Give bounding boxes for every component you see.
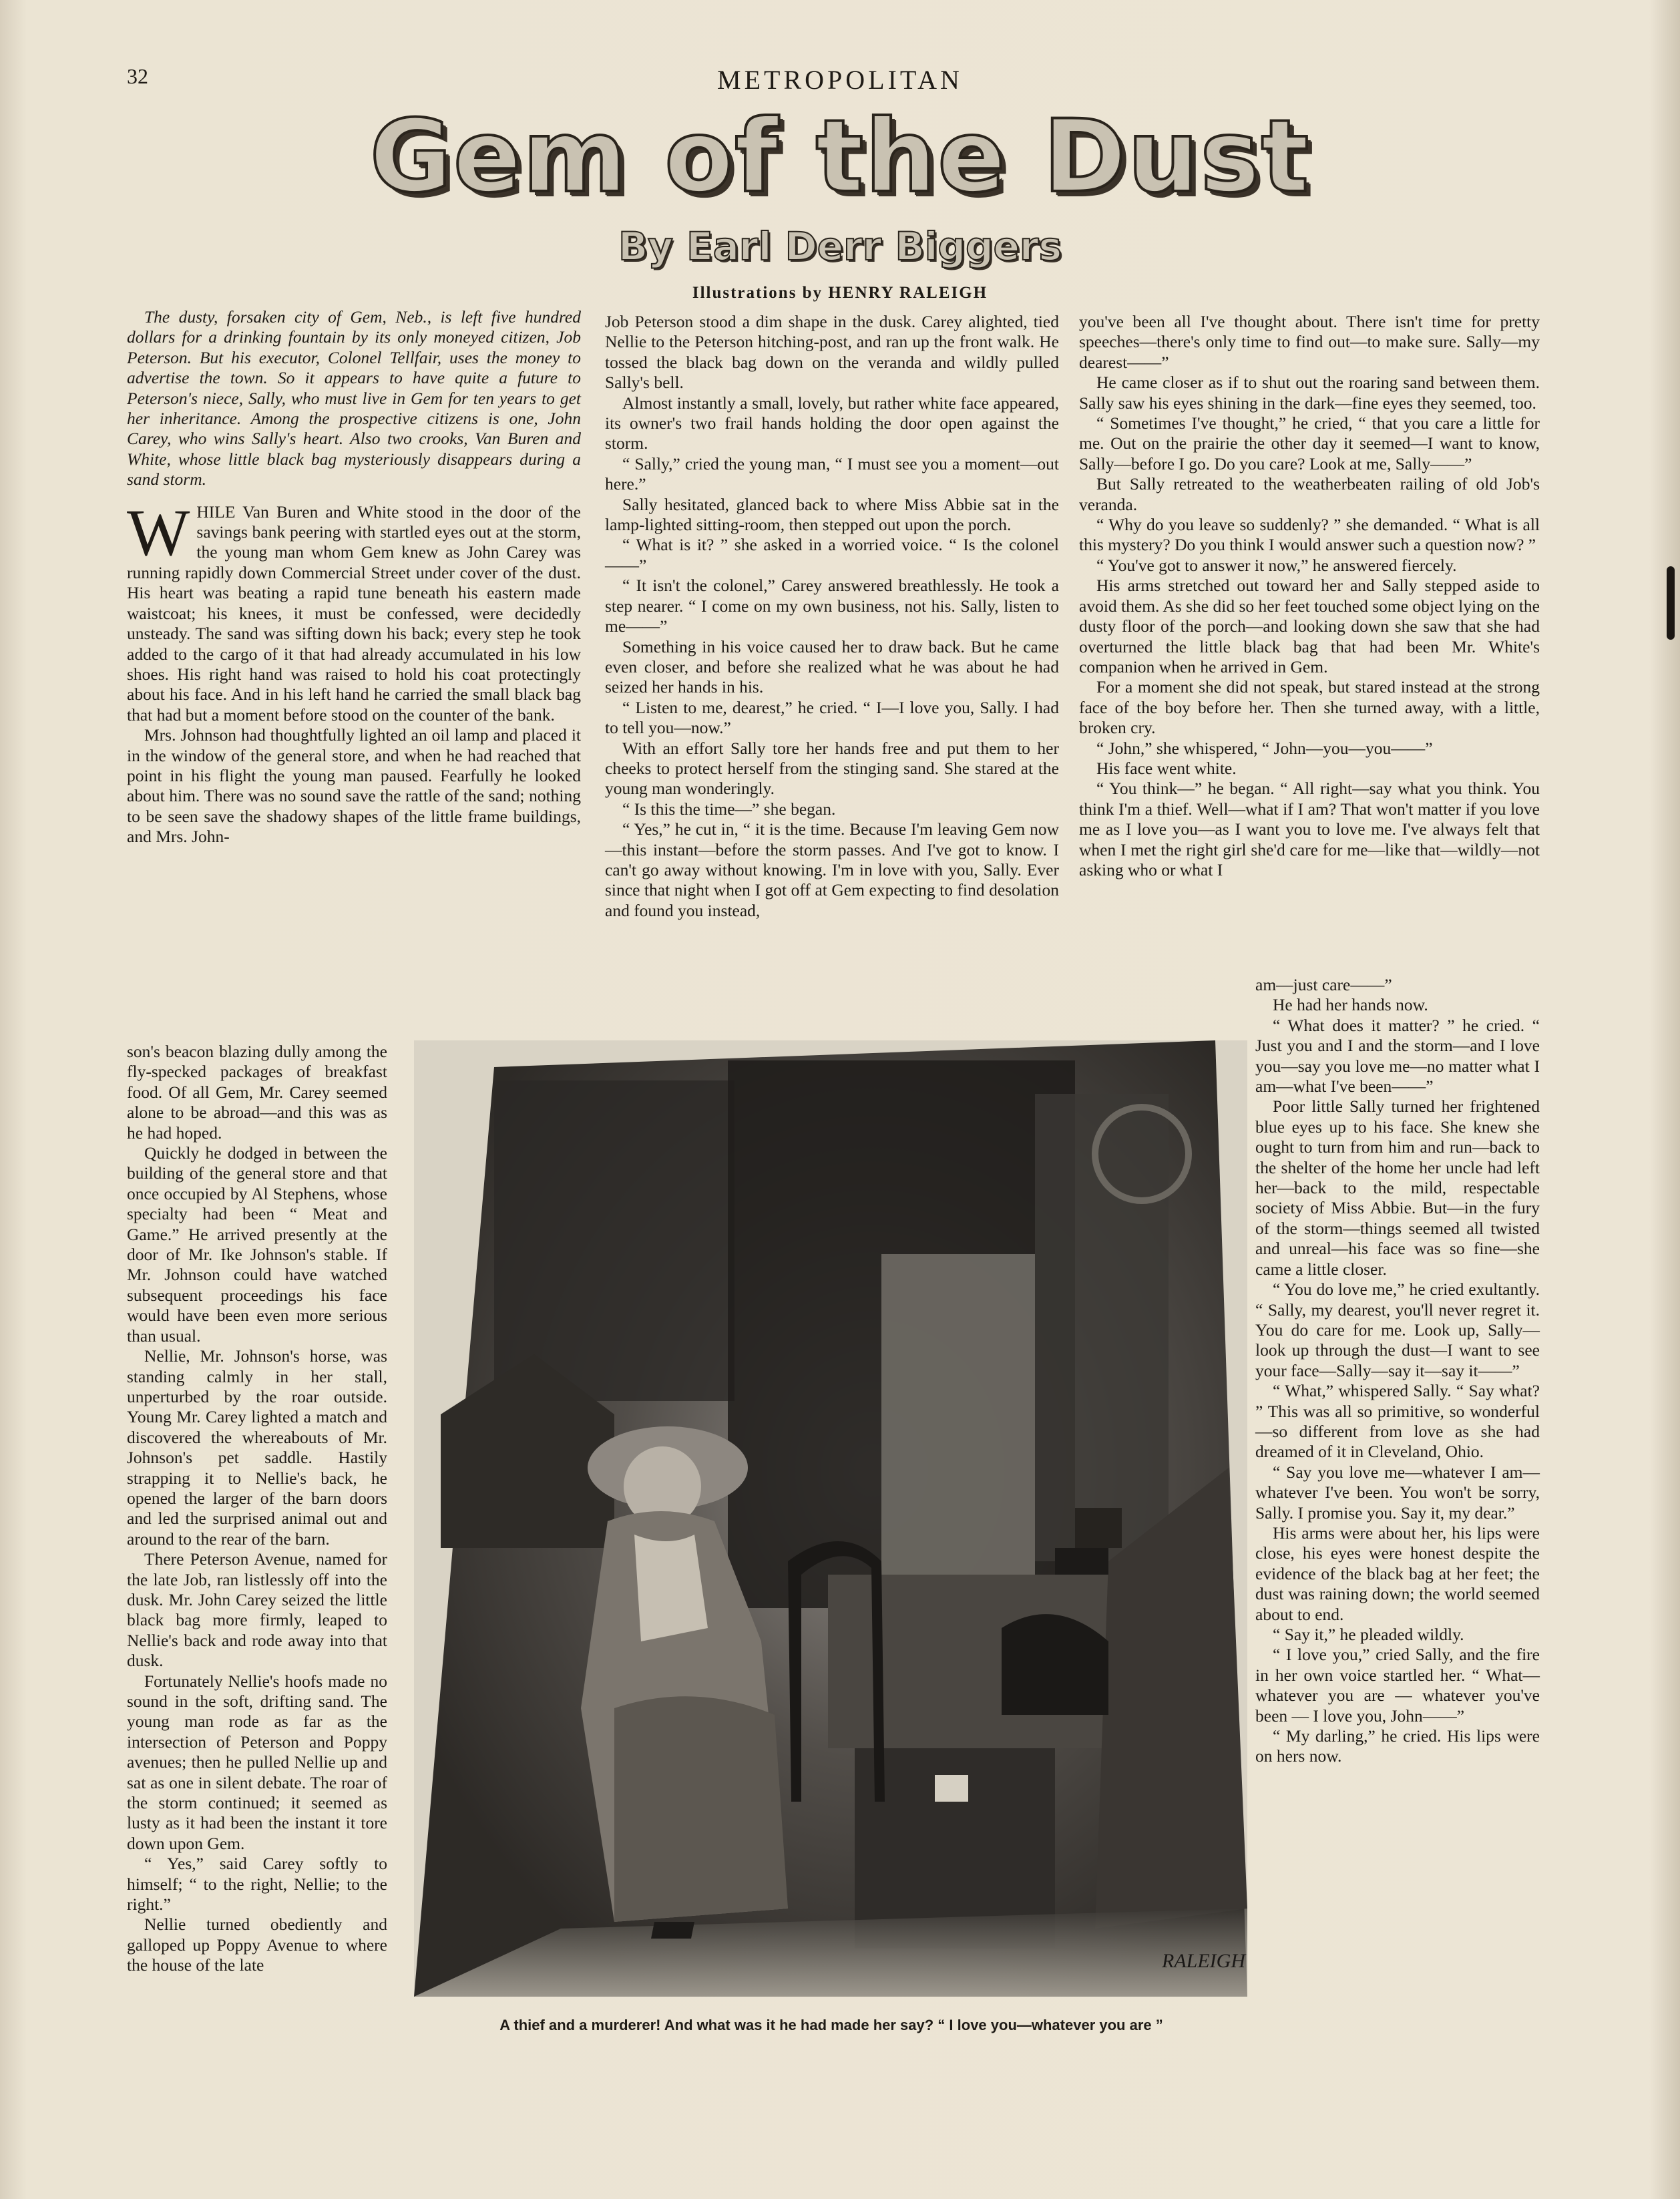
paragraph: But Sally retreated to the weatherbeaten railing of old Job's veranda.	[1079, 474, 1540, 514]
paragraph: He came closer as if to shut out the roaring sand between them. Sally saw his eyes shining in the dark—fine eyes they seemed, too.	[1079, 373, 1540, 413]
paragraph: “ What does it matter? ” he cried. “ Just you and I and the storm—and I love you—say you love me—no matter what I am—what I've been——”	[1255, 1015, 1540, 1096]
paragraph: “ Is this the time—” she began.	[622, 799, 836, 819]
paragraph: He had her hands now.	[1273, 995, 1428, 1015]
paragraph: Sally hesitated, glanced back to where Miss Abbie sat in the lamp-lighted sitting-room, then stepped out upon the porch.	[605, 494, 1059, 535]
paragraph: son's beacon blazing dully among the fly-specked packages of breakfast food. Of all Gem, Mr. Carey seemed alone to be abroad—and this was as he had hoped.	[127, 1042, 387, 1143]
paragraph: Nellie, Mr. Johnson's horse, was standing calmly in her stall, unperturbed by the roar outside. Young Mr. Carey lighted a match and discovered the whereabouts of Mr. Johnson's pet saddle. Hastily strapping it to Nellie's back, he opened the larger of the barn doors and led the surprised animal out and around to the rear of the barn.	[127, 1346, 387, 1549]
column-1-narrow	[127, 1042, 387, 1976]
column-3-narrow	[1255, 975, 1540, 1767]
story-title: Gem of the Dust	[369, 99, 1311, 215]
story-illustration	[414, 1040, 1247, 1997]
paragraph: “ Yes,” he cut in, “ it is the time. Because I'm leaving Gem now—this instant—before the storm passes. And I've got to know. I can't go away without knowing. I'm in love with you, Sally. Ever since that night when I got off at Gem expecting to find desolation and found you instead,	[605, 819, 1059, 920]
paragraph: “ Say you love me—whatever I am—whatever I've been. You won't be sorry, Sally. I promise you. Say it, my dear.”	[1255, 1462, 1540, 1523]
paragraph: “ Yes,” said Carey softly to himself; “ to the right, Nellie; to the right.”	[127, 1854, 387, 1915]
running-title: METROPOLITAN	[717, 65, 963, 95]
paragraph: “ It isn't the colonel,” Carey answered breathlessly. He took a step nearer. “ I come on my own business, not his. Sally, listen to me——”	[605, 576, 1059, 636]
artist-signature: RALEIGH	[1162, 1950, 1245, 1972]
paragraph: “ Sometimes I've thought,” he cried, “ that you care a little for me. Out on the prairie the other day it seemed—I want to know, Sally—before I go. Do you care? Look at me, Sally——”	[1079, 413, 1540, 473]
paragraph: His arms stretched out toward her and Sally stepped aside to avoid them. As she did so her feet touched some object lying on the dusty floor of the porch—and looking down she saw that she had overturned the little black bag that had been Mr. White's companion when he arrived in Gem.	[1079, 576, 1540, 676]
paragraph: Quickly he dodged in between the building of the general store and that once occupied by Al Stephens, whose specialty had been “ Meat and Game.” He arrived presently at the door of Mr. Ike Johnson's stable. If Mr. Johnson could have watched subsequent proceedings his face would have been even more serious than usual.	[127, 1143, 387, 1346]
byline: By Earl Derr Biggers	[618, 224, 1062, 269]
illustration-drawing	[414, 1040, 1247, 1997]
paragraph: am—just care——”	[1255, 975, 1392, 994]
column-1-top	[127, 307, 581, 847]
paragraph: “ What is it? ” she asked in a worried voice. “ Is the colonel——”	[605, 535, 1059, 575]
paragraph: “ Sally,” cried the young man, “ I must see you a moment—out here.”	[605, 453, 1059, 494]
paragraph: With an effort Sally tore her hands free and put them to her cheeks to protect herself from the stinging sand. She stared at the young man wonderingly.	[605, 738, 1059, 799]
story-opening	[127, 495, 581, 725]
paragraph: “ Why do you leave so suddenly? ” she demanded. “ What is all this mystery? Do you think I would answer such a question now? ”	[1079, 515, 1540, 555]
paragraph: Job Peterson stood a dim shape in the dusk. Carey alighted, tied Nellie to the Peterson hitching-post, and ran up the front walk. He tossed the black bag down on the veranda and wildly pulled Sally's bell.	[605, 312, 1059, 393]
paragraph: “ John,” she whispered, “ John—you—you——”	[1096, 738, 1433, 758]
column-3-top	[1079, 312, 1540, 880]
paragraph: Poor little Sally turned her frightened blue eyes up to his face. She knew she ought to turn from him and run—back to the shelter of the home her uncle had left her—back to the mild, respectable society of Miss Abbie. But—in the fury of the storm—things seemed all twisted and unreal—his face was so fine—she came a little closer.	[1255, 1096, 1540, 1279]
paragraph: There Peterson Avenue, named for the late Job, ran listlessly off into the dusk. Mr. John Carey seized the little black bag more firmly, leaped to Nellie's back and rode away into that dusk.	[127, 1549, 387, 1671]
paragraph: “ My darling,” he cried. His lips were on hers now.	[1255, 1726, 1540, 1766]
paragraph: His arms were about her, his lips were close, his eyes were honest despite the evidence of the black bag at her feet; the dust was raining down; the world seemed about to end.	[1255, 1523, 1540, 1624]
paragraph: Mrs. Johnson had thoughtfully lighted an oil lamp and placed it in the window of the general store, and when he had reached that point in his flight the young man paused. Fearfully he looked about him. There was no sound save the rattle of the sand; nothing to be seen save the shadowy shapes of the little frame buildings, and Mrs. John-	[127, 725, 581, 847]
binding-tab	[1667, 566, 1675, 640]
paragraph: Fortunately Nellie's hoofs made no sound in the soft, drifting sand. The young man rode as far as the intersection of Peterson and Poppy avenues; then he pulled Nellie up and sat as one in silent debate. The roar of the storm continued; it seemed as lusty as it had been the instant it tore down upon Gem.	[127, 1671, 387, 1853]
paragraph: “ What,” whispered Sally. “ Say what? ” This was all so primitive, so wonderful—so different from love as she had dreamed of it in Cleveland, Ohio.	[1255, 1381, 1540, 1462]
paragraph: Something in his voice caused her to draw back. But he came even closer, and before she realized what he was about he had seized her hands in his.	[605, 636, 1059, 697]
paragraph: His face went white.	[1096, 758, 1237, 778]
story-opening-text: HILE Van Buren and White stood in the door of the savings bank peering with startled eyes out at the storm, the young man whom Gem knew as John Carey was running rapidly down Commercial Street under cover of the dust. His heart was beating a rapid tune beneath his eastern made waistcoat; his knees, it must be confessed, were decidedly unsteady. The sand was sifting down his back; every step he took added to the cargo of it that had already accumulated in his low shoes. His right hand was raised to hold his coat protectingly about his face. And in his left hand he carried the small black bag that had but a moment before stood on the counter of the bank.	[127, 502, 581, 725]
column-2	[605, 312, 1059, 921]
drop-cap: W	[127, 495, 190, 570]
synopsis-text: The dusty, forsaken city of Gem, Neb., is left five hundred dollars for a drinking fountain by its only moneyed citizen, Job Peterson. But his executor, Colonel Tellfair, uses the money to advertise the town. So it appears to have quite a future to Peterson's niece, Sally, who must live in Gem for ten years to get her inheritance. Among the prospective citizens is one, John Carey, who wins Sally's heart. Also two crooks, Van Buren and White, whose little black bag mysteriously disappears during a sand storm.	[127, 307, 581, 489]
paragraph: “ You do love me,” he cried exultantly. “ Sally, my dearest, you'll never regret it. You do care for me. Look up, Sally—look up through the dust—I want to see your face—Sally—say it—say it——”	[1255, 1279, 1540, 1380]
paragraph: you've been all I've thought about. There isn't time for pretty speeches—there's only time to find out—to make sure. Sally—my dearest——”	[1079, 312, 1540, 372]
paragraph: “ Say it,” he pleaded wildly.	[1273, 1625, 1464, 1644]
paragraph: Nellie turned obediently and galloped up Poppy Avenue to where the house of the late	[127, 1915, 387, 1975]
synopsis	[127, 307, 581, 490]
page-number: 32	[127, 64, 148, 88]
paragraph: “ You think—” he began. “ All right—say what you think. You think I'm a thief. Well—what if I am? That won't matter if you love me as I love you—as I want you to love me. I've always felt that when I met the right girl she'd care for me—like that—wildly—not asking who or what I	[1079, 779, 1540, 879]
illustration-caption: A thief and a murderer! And what was it he had made her say? “ I love you—whatever you are ”	[499, 2017, 1163, 2033]
paragraph: “ Listen to me, dearest,” he cried. “ I—I love you, Sally. I had to tell you—now.”	[605, 697, 1059, 738]
paragraph: For a moment she did not speak, but stared instead at the strong face of the boy before her. Then she turned away, with a little, broken cry.	[1079, 677, 1540, 738]
paragraph: “ I love you,” cried Sally, and the fire in her own voice startled her. “ What—whatever you are — whatever you've been — I love you, John——”	[1255, 1645, 1540, 1726]
illustrations-credit: Illustrations by HENRY RALEIGH	[692, 284, 988, 302]
paragraph: “ You've got to answer it now,” he answered fiercely.	[1096, 555, 1457, 575]
paragraph: Almost instantly a small, lovely, but rather white face appeared, its owner's two frail hands holding the door open against the storm.	[605, 393, 1059, 453]
